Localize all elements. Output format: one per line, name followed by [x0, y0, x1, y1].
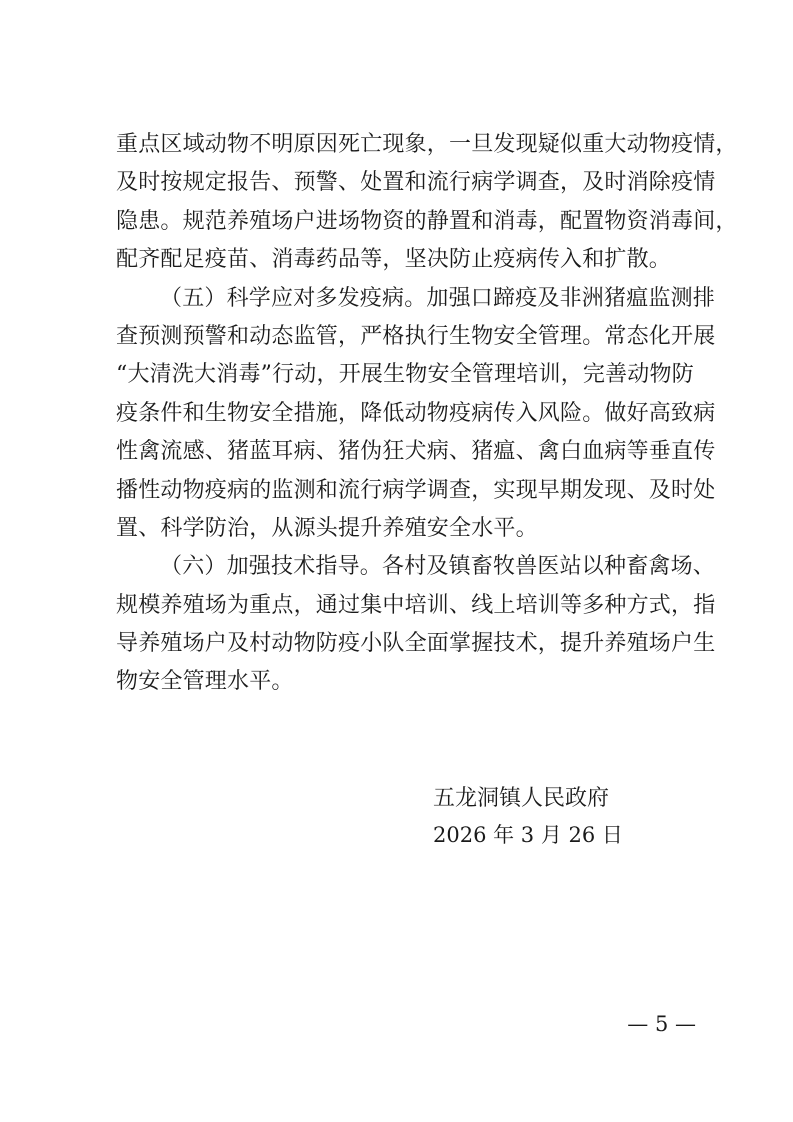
paragraph-2-line-4: 疫条件和生物安全措施，降低动物疫病传入风险。做好高致病 [116, 400, 716, 426]
paragraph-2-line-6: 播性动物疫病的监测和流行病学调查，实现早期发现、及时处 [116, 477, 716, 503]
paragraph-2-line-1: （五）科学应对多发疫病。加强口蹄疫及非洲猪瘟监测排 [160, 285, 716, 311]
paragraph-1-line-4: 配齐配足疫苗、消毒药品等，坚决防止疫病传入和扩散。 [116, 247, 672, 273]
paragraph-2-line-3: “大清洗大消毒”行动，开展生物安全管理培训，完善动物防 [116, 362, 694, 388]
paragraph-1-line-2: 及时按规定报告、预警、处置和流行病学调查，及时消除疫情 [116, 170, 716, 196]
paragraph-2-line-5: 性禽流感、猪蓝耳病、猪伪狂犬病、猪瘟、禽白血病等垂直传 [116, 439, 716, 465]
page-number: — 5 — [627, 1012, 696, 1036]
paragraph-3-line-4: 物安全管理水平。 [116, 669, 294, 695]
paragraph-3-line-2: 规模养殖场为重点，通过集中培训、线上培训等多种方式，指 [116, 592, 716, 618]
paragraph-3-line-3: 导养殖场户及村动物防疫小队全面掌握技术，提升养殖场户生 [116, 631, 716, 657]
body-text [116, 126, 738, 702]
signature-organization: 五龙洞镇人民政府 [433, 786, 610, 811]
paragraph-1-line-3: 隐患。规范养殖场户进场物资的静置和消毒，配置物资消毒间， [116, 208, 738, 234]
paragraph-3-line-1: （六）加强技术指导。各村及镇畜牧兽医站以种畜禽场、 [160, 554, 716, 580]
signature-block [433, 780, 693, 854]
paragraph-2-line-7: 置、科学防治，从源头提升养殖安全水平。 [116, 515, 538, 541]
paragraph-2-line-2: 查预测预警和动态监管，严格执行生物安全管理。常态化开展 [116, 323, 716, 349]
signature-date: 2026 年 3 月 26 日 [433, 823, 623, 847]
paragraph-1-line-1: 重点区域动物不明原因死亡现象，一旦发现疑似重大动物疫情， [116, 132, 738, 157]
